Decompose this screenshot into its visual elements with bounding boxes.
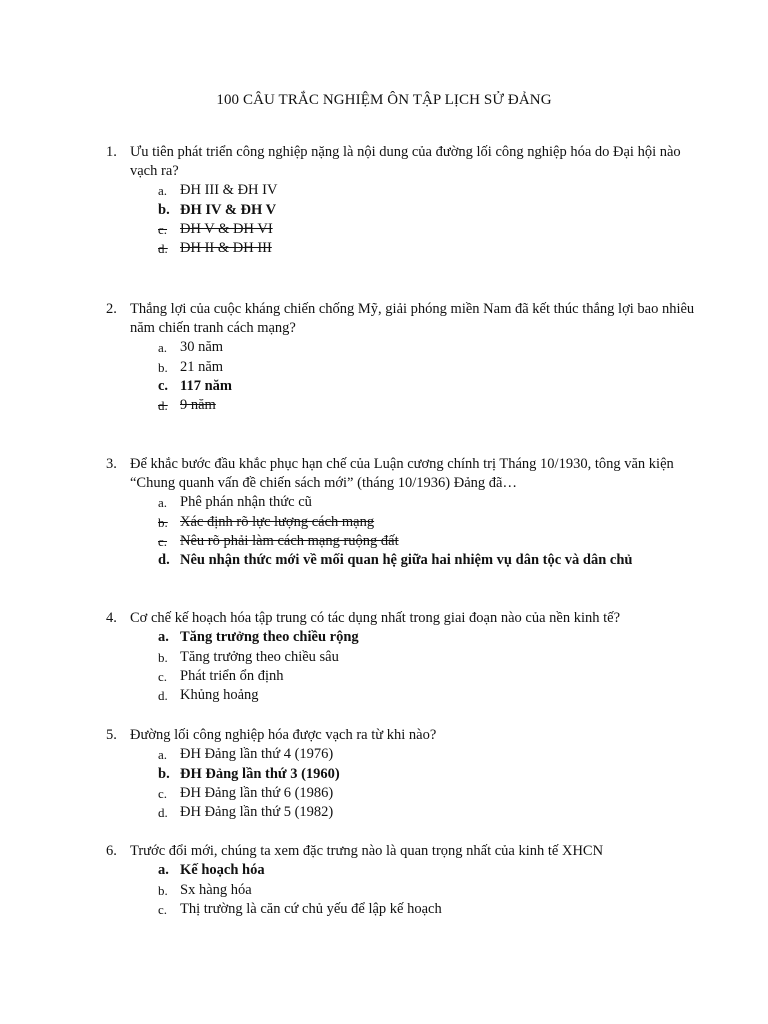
- option-letter: a.: [158, 629, 169, 646]
- question-header: [106, 609, 696, 628]
- answer-option: [106, 764, 696, 783]
- option-text: ĐH Đảng lần thứ 4 (1976): [180, 746, 334, 763]
- question-number: 1.: [106, 144, 117, 160]
- answer-option: [106, 532, 696, 551]
- option-letter: a.: [158, 747, 168, 763]
- question-4: [106, 609, 696, 706]
- answer-option: [106, 686, 696, 705]
- option-text: Nêu nhận thức mới về mối quan hệ giữa hai nhiệm vụ dân tộc và dân chủ: [180, 552, 633, 569]
- option-text: Xác định rõ lực lượng cách mạng: [180, 513, 375, 530]
- question-number: 6.: [106, 843, 117, 859]
- option-text: Tăng trưởng theo chiều sâu: [180, 648, 339, 665]
- option-letter: c.: [158, 221, 168, 237]
- option-letter: c.: [158, 785, 168, 801]
- answer-options: [106, 861, 696, 919]
- question-text: Để khắc bước đầu khắc phục hạn chế của Luận cương chính trị Tháng 10/1930, tông văn kiện “Chung quanh vấn đề chiến sách mới” (tháng 10/1936) Đảng đã…: [130, 456, 674, 491]
- answer-option: [106, 900, 696, 919]
- option-text: ĐH Đảng lần thứ 5 (1982): [180, 804, 334, 821]
- option-text: Tăng trưởng theo chiều rộng: [180, 629, 359, 646]
- answer-option: [106, 220, 696, 239]
- option-text: Khủng hoảng: [180, 687, 259, 704]
- option-text: ĐH IV & ĐH V: [180, 201, 277, 218]
- option-text: Nêu rõ phải làm cách mạng ruộng đất: [180, 532, 399, 549]
- answer-options: [106, 493, 696, 571]
- option-letter: b.: [158, 359, 168, 375]
- option-text: 30 năm: [180, 339, 224, 356]
- answer-options: [106, 628, 696, 706]
- answer-option: [106, 551, 696, 570]
- option-letter: d.: [158, 241, 168, 257]
- answer-option: [106, 628, 696, 647]
- answer-options: [106, 745, 696, 823]
- question-number: 4.: [106, 610, 117, 626]
- option-letter: c.: [158, 668, 168, 684]
- option-text: ĐH V & ĐH VI: [180, 220, 273, 237]
- option-letter: b.: [158, 649, 168, 665]
- answer-option: [106, 861, 696, 880]
- option-text: ĐH Đảng lần thứ 3 (1960): [180, 765, 340, 782]
- option-letter: d.: [158, 552, 170, 569]
- answer-option: [106, 745, 696, 764]
- question-text: Trước đổi mới, chúng ta xem đặc trưng nào là quan trọng nhất của kinh tế XHCN: [130, 843, 604, 859]
- option-letter: b.: [158, 882, 168, 898]
- option-letter: a.: [158, 862, 169, 879]
- option-text: Sx hàng hóa: [180, 881, 252, 898]
- option-letter: c.: [158, 533, 168, 549]
- answer-option: [106, 512, 696, 531]
- question-number: 5.: [106, 727, 117, 743]
- question-text: Ưu tiên phát triển công nghiệp nặng là nội dung của đường lối công nghiệp hóa do Đại hội nào vạch ra?: [130, 144, 681, 179]
- question-header: [106, 842, 696, 861]
- question-number: 3.: [106, 456, 117, 472]
- answer-options: [106, 338, 696, 416]
- answer-option: [106, 880, 696, 899]
- option-text: Kế hoạch hóa: [180, 862, 265, 879]
- answer-option: [106, 338, 696, 357]
- question-6: [106, 842, 696, 919]
- question-header: [106, 455, 696, 493]
- option-text: 9 năm: [180, 397, 216, 414]
- question-text: Đường lối công nghiệp hóa được vạch ra từ khi nào?: [130, 727, 437, 743]
- option-letter: c.: [158, 901, 168, 917]
- option-text: 117 năm: [180, 377, 232, 394]
- question-text: Cơ chế kế hoạch hóa tập trung có tác dụng nhất trong giai đoạn nào của nền kinh tế?: [130, 610, 621, 626]
- option-letter: b.: [158, 765, 170, 782]
- answer-option: [106, 377, 696, 396]
- answer-option: [106, 647, 696, 666]
- question-1: [106, 143, 696, 259]
- question-header: [106, 726, 696, 745]
- answer-option: [106, 357, 696, 376]
- option-letter: a.: [158, 340, 168, 356]
- option-letter: a.: [158, 183, 168, 199]
- answer-option: [106, 803, 696, 822]
- option-text: Phê phán nhận thức cũ: [180, 494, 312, 511]
- option-text: Thị trường là căn cứ chủ yếu để lập kế hoạch: [180, 900, 442, 917]
- option-letter: d.: [158, 688, 168, 704]
- option-letter: a.: [158, 495, 168, 511]
- option-text: ĐH III & ĐH IV: [180, 182, 278, 199]
- option-letter: b.: [158, 201, 170, 218]
- question-number: 2.: [106, 301, 117, 317]
- question-2: [106, 300, 696, 416]
- question-header: [106, 300, 696, 338]
- option-letter: b.: [158, 514, 168, 530]
- answer-option: [106, 784, 696, 803]
- option-text: Phát triển ổn định: [180, 667, 284, 684]
- answer-option: [106, 493, 696, 512]
- option-letter: d.: [158, 805, 168, 821]
- answer-option: [106, 667, 696, 686]
- option-letter: d.: [158, 398, 168, 414]
- option-text: ĐH II & ĐH III: [180, 240, 272, 257]
- document-title: 100 CÂU TRẮC NGHIỆM ÔN TẬP LỊCH SỬ ĐẢNG: [216, 92, 552, 108]
- question-text: Thắng lợi của cuộc kháng chiến chống Mỹ, giải phóng miền Nam đã kết thúc thắng lợi bao nhiêu năm chiến tranh cách mạng?: [130, 301, 695, 336]
- question-3: [106, 455, 696, 571]
- answer-options: [106, 181, 696, 259]
- answer-option: [106, 181, 696, 200]
- option-text: ĐH Đảng lần thứ 6 (1986): [180, 784, 334, 801]
- answer-option: [106, 239, 696, 258]
- question-5: [106, 726, 696, 823]
- answer-option: [106, 396, 696, 415]
- question-header: [106, 143, 696, 181]
- answer-option: [106, 200, 696, 219]
- option-letter: c.: [158, 377, 169, 394]
- option-text: 21 năm: [180, 358, 224, 375]
